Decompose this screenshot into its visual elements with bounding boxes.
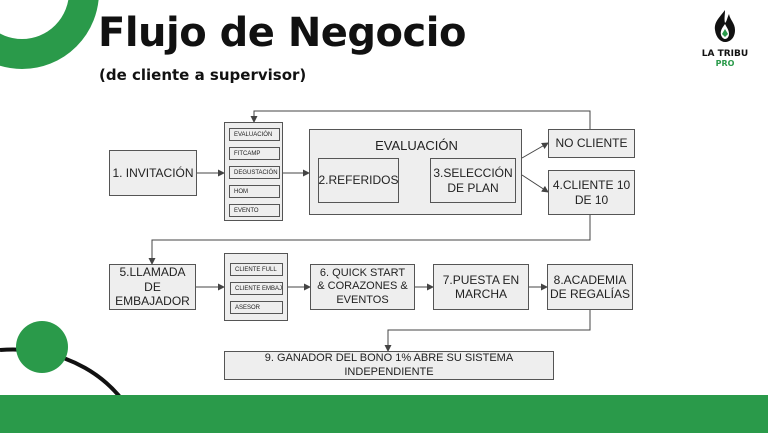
logo-line2: PRO xyxy=(715,59,735,68)
loop-no-cliente-to-options xyxy=(254,111,590,129)
arrow-evaluacion-to-cliente xyxy=(522,175,548,192)
step-referidos: 2.REFERIDOS xyxy=(318,158,399,203)
logo-line1: LA TRIBU xyxy=(701,49,749,59)
step-academia: 8.ACADEMIA DE REGALÍAS xyxy=(547,264,633,310)
arrow-cliente-to-llamada xyxy=(152,215,590,264)
option-cliente-full: CLIENTE FULL xyxy=(230,263,283,276)
evaluacion-group xyxy=(309,129,522,215)
step-ganador-bono: 9. GANADOR DEL BONO 1% ABRE SU SISTEMA INDEPENDIENTE xyxy=(224,351,554,380)
step-llamada-embajador: 5.LLAMADA DE EMBAJADOR xyxy=(109,264,196,310)
option-evaluacion: EVALUACIÓN xyxy=(229,128,280,141)
call-options-panel xyxy=(224,253,288,321)
option-evento: EVENTO xyxy=(229,204,280,217)
option-fitcamp: FITCAMP xyxy=(229,147,280,160)
option-asesor: ASESOR xyxy=(230,301,283,314)
step-puesta-marcha: 7.PUESTA EN MARCHA xyxy=(433,264,529,310)
step-no-cliente: NO CLIENTE xyxy=(548,129,635,158)
option-cliente-embaj: CLIENTE EMBAJ xyxy=(230,282,283,295)
page-subtitle: (de cliente a supervisor) xyxy=(99,66,307,84)
step-cliente-10: 4.CLIENTE 10 DE 10 xyxy=(548,170,635,215)
step-quick-start: 6. QUICK START & CORAZONES & EVENTOS xyxy=(310,264,415,310)
step-invitacion: 1. INVITACIÓN xyxy=(109,150,197,196)
step-seleccion-plan: 3.SELECCIÓN DE PLAN xyxy=(430,158,516,203)
arrow-evaluacion-to-no-cliente xyxy=(522,143,548,158)
evaluacion-label: EVALUACIÓN xyxy=(375,138,458,153)
page-title: Flujo de Negocio xyxy=(98,10,466,56)
option-hom: HOM xyxy=(229,185,280,198)
invitation-options-panel xyxy=(224,122,283,221)
arrow-academia-to-ganador xyxy=(388,310,590,351)
option-degustacion: DEGUSTACIÓN xyxy=(229,166,280,179)
